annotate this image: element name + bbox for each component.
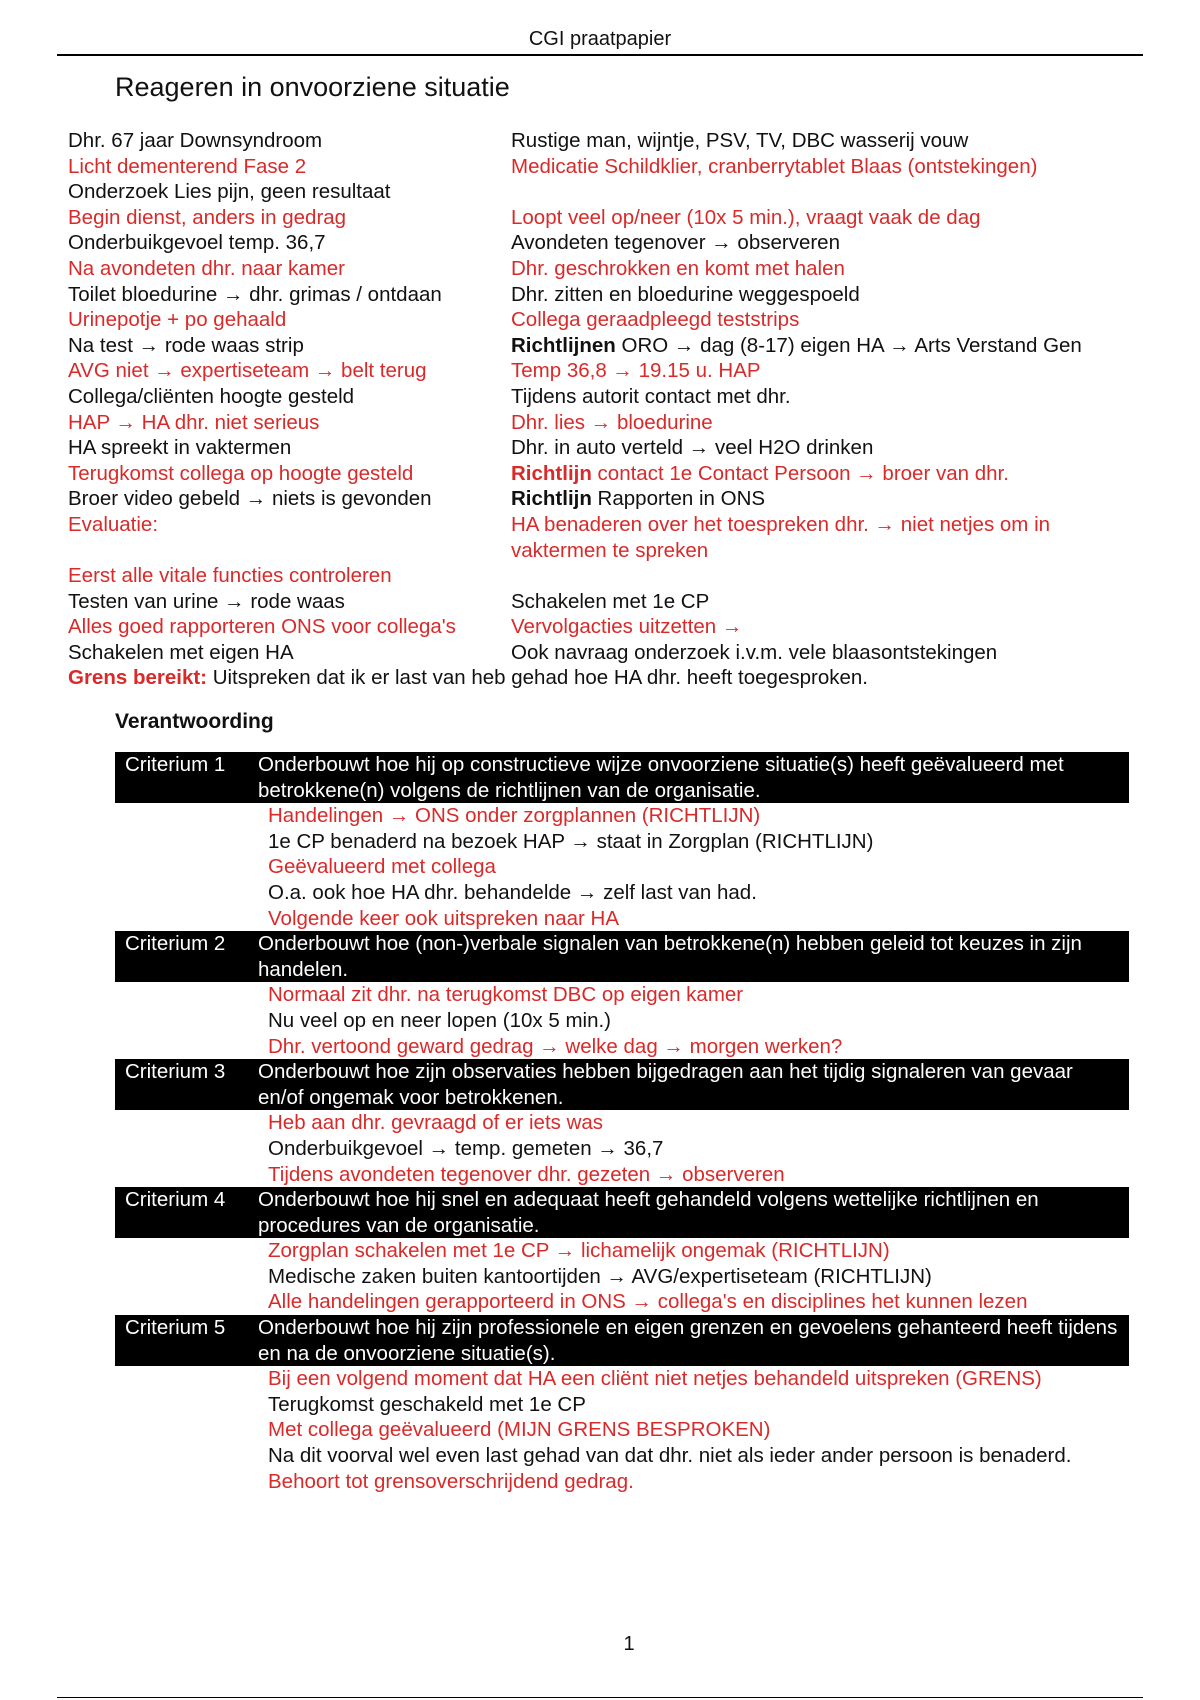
page-number: 1: [623, 1633, 635, 1655]
criterium-notes: [115, 1366, 1129, 1494]
notes-left-cell: [68, 358, 511, 384]
criterium-note: 1e CP benaderd na bezoek HAP → staat in Zorgplan (RICHTLIJN): [268, 829, 874, 853]
notes-left-cell: [68, 205, 511, 231]
notes-text: Na test → rode waas strip: [68, 333, 304, 357]
notes-text: Schakelen met eigen HA: [68, 640, 294, 664]
criterium-note: Zorgplan schakelen met 1e CP → lichamelijk ongemak (RICHTLIJN): [268, 1239, 890, 1263]
notes-row: [68, 358, 1148, 384]
notes-row: [68, 435, 1148, 461]
criterium-description: Onderbouwt hoe hij snel en adequaat heeft gehandeld volgens wettelijke richtlijnen en procedures van de organisatie.: [258, 1188, 1039, 1237]
verantwoording-title: Verantwoording: [115, 710, 274, 733]
criterium-3: [115, 1059, 1129, 1187]
notes-text: Testen van urine → rode waas: [68, 589, 345, 613]
notes-right-cell: [511, 614, 1148, 640]
notes-left-cell: [68, 307, 511, 333]
notes-left-cell: [68, 179, 511, 205]
notes-text: contact 1e Contact Persoon → broer van dhr.: [591, 461, 1009, 485]
page-header: CGI praatpapier: [57, 28, 1143, 56]
notes-row: [68, 589, 1148, 615]
criterium-notes: [115, 1238, 1129, 1315]
notes-text: Dhr. zitten en bloedurine weggespoeld: [511, 282, 860, 306]
notes-text: Tijdens autorit contact met dhr.: [511, 384, 791, 408]
notes-bold-label: Richtlijn: [511, 461, 592, 485]
criterium-note: Alle handelingen gerapporteerd in ONS → collega's en disciplines het kunnen lezen: [268, 1290, 1028, 1314]
notes-text: Temp 36,8 → 19.15 u. HAP: [511, 359, 761, 383]
notes-left-cell: [68, 333, 511, 359]
criterium-description: Onderbouwt hoe hij zijn professionele en eigen grenzen en gevoelens gehanteerd heeft tijdens en na de onvoorziene situatie(s).: [258, 1316, 1118, 1365]
criterium-note: Normaal zit dhr. na terugkomst DBC op eigen kamer: [268, 983, 744, 1007]
notes-row: [68, 563, 1148, 589]
notes-text: Alles goed rapporteren ONS voor collega's: [68, 615, 456, 639]
criterium-note: Geëvalueerd met collega: [268, 855, 496, 879]
notes-row: [68, 256, 1148, 282]
notes-right-cell: [511, 512, 1148, 563]
situation-notes: [68, 128, 1148, 691]
notes-text: Rustige man, wijntje, PSV, TV, DBC wasserij vouw: [511, 129, 969, 152]
notes-row: [68, 230, 1148, 256]
notes-text: Onderzoek Lies pijn, geen resultaat: [68, 180, 391, 204]
criterium-header: [115, 1315, 1129, 1366]
notes-text: Onderbuikgevoel temp. 36,7: [68, 231, 326, 255]
notes-text: Dhr. geschrokken en komt met halen: [511, 256, 845, 280]
criterium-header: [115, 1059, 1129, 1110]
notes-row: [68, 307, 1148, 333]
grens-row: [68, 665, 1148, 691]
notes-right-cell: [511, 384, 1148, 410]
criterium-description: Onderbouwt hoe zijn observaties hebben bijgedragen aan het tijdig signaleren van gevaar en/of ongemak voor betrokkenen.: [258, 1060, 1073, 1109]
criterium-label: Criterium 2: [125, 932, 226, 956]
criterium-5: [115, 1315, 1129, 1494]
notes-text: Dhr. in auto verteld → veel H2O drinken: [511, 436, 874, 460]
notes-left-cell: [68, 640, 511, 666]
criterium-4: [115, 1187, 1129, 1315]
notes-text: Medicatie Schildklier, cranberrytablet Blaas (ontstekingen): [511, 154, 1038, 178]
notes-text: Urinepotje + po gehaald: [68, 308, 287, 332]
criteria-list: [115, 752, 1129, 1494]
criterium-notes: [115, 982, 1129, 1059]
notes-row: [68, 461, 1148, 487]
criterium-note: Handelingen → ONS onder zorgplannen (RICHTLIJN): [268, 804, 761, 828]
document-title: Reageren in onvoorziene situatie: [115, 72, 510, 102]
notes-text: HA spreekt in vaktermen: [68, 436, 292, 460]
notes-row: [68, 614, 1148, 640]
notes-left-cell: [68, 435, 511, 461]
criterium-note: Heb aan dhr. gevraagd of er iets was: [268, 1111, 604, 1135]
notes-right-cell: [511, 282, 1148, 308]
notes-text: Eerst alle vitale functies controleren: [68, 564, 392, 588]
notes-left-cell: [68, 589, 511, 615]
notes-left-cell: [68, 128, 511, 154]
notes-left-cell: [68, 461, 511, 487]
notes-right-cell: [511, 128, 1148, 154]
grens-text: Uitspreken dat ik er last van heb gehad hoe HA dhr. heeft toegesproken.: [207, 666, 868, 690]
notes-text: Evaluatie:: [68, 512, 159, 536]
notes-left-cell: [68, 410, 511, 436]
notes-text: HAP → HA dhr. niet serieus: [68, 410, 320, 434]
notes-left-cell: [68, 154, 511, 180]
grens-label: Grens bereikt:: [68, 666, 207, 690]
criterium-label: Criterium 1: [125, 753, 226, 776]
notes-bold-label: Richtlijn: [511, 487, 592, 511]
notes-text: HA benaderen over het toespreken dhr. → niet netjes om in vaktermen te spreken: [511, 512, 1051, 562]
notes-right-cell: [511, 205, 1148, 231]
criterium-label: Criterium 5: [125, 1316, 226, 1340]
criterium-note: Nu veel op en neer lopen (10x 5 min.): [268, 1008, 612, 1032]
notes-right-cell: [511, 358, 1148, 384]
notes-bold-label: Richtlijnen: [511, 333, 616, 357]
criterium-note: Dhr. vertoond geward gedrag → welke dag → morgen werken?: [268, 1034, 843, 1058]
notes-row: [68, 128, 1148, 154]
criterium-label: Criterium 4: [125, 1188, 226, 1212]
criterium-note: Behoort tot grensoverschrijdend gedrag.: [268, 1469, 634, 1493]
criterium-header: [115, 1187, 1129, 1238]
notes-left-cell: [68, 486, 511, 512]
notes-row: [68, 205, 1148, 231]
notes-left-cell: [68, 563, 511, 589]
notes-row: [68, 410, 1148, 436]
notes-right-cell: [511, 563, 1148, 589]
notes-right-cell: [511, 486, 1148, 512]
criterium-note: Onderbuikgevoel → temp. gemeten → 36,7: [268, 1136, 664, 1160]
notes-row: [68, 282, 1148, 308]
notes-text: Dhr. 67 jaar Downsyndroom: [68, 129, 323, 152]
criterium-notes: [115, 803, 1129, 931]
criterium-note: Na dit voorval wel even last gehad van dat dhr. niet als ieder ander persoon is benaderd.: [268, 1444, 1072, 1468]
footer-rule: [57, 1697, 1143, 1698]
criterium-2: [115, 931, 1129, 1059]
notes-left-cell: [68, 384, 511, 410]
criterium-description: Onderbouwt hoe hij op constructieve wijze onvoorziene situatie(s) heeft geëvalueerd met betrokkene(n) volgens de richtlijnen van de organisatie.: [258, 753, 1064, 802]
notes-right-cell: [511, 589, 1148, 615]
notes-text: Collega/cliënten hoogte gesteld: [68, 384, 355, 408]
notes-right-cell: [511, 307, 1148, 333]
notes-row: [68, 154, 1148, 180]
notes-right-cell: [511, 435, 1148, 461]
notes-right-cell: [511, 154, 1148, 180]
criterium-note: Terugkomst geschakeld met 1e CP: [268, 1392, 586, 1416]
criterium-note: Medische zaken buiten kantoortijden → AVG/expertiseteam (RICHTLIJN): [268, 1264, 932, 1288]
notes-row: [68, 179, 1148, 205]
notes-row: [68, 512, 1148, 563]
notes-text: Rapporten in ONS: [591, 487, 766, 511]
notes-right-cell: [511, 256, 1148, 282]
criterium-note: Bij een volgend moment dat HA een cliënt niet netjes behandeld uitspreken (GRENS): [268, 1367, 1042, 1391]
notes-row: [68, 486, 1148, 512]
notes-text: Loopt veel op/neer (10x 5 min.), vraagt vaak de dag: [511, 205, 981, 229]
criterium-header: [115, 752, 1129, 803]
criterium-note: Volgende keer ook uitspreken naar HA: [268, 906, 620, 930]
notes-text: Collega geraadpleegd teststrips: [511, 308, 800, 332]
notes-right-cell: [511, 179, 1148, 205]
criterium-notes: [115, 1110, 1129, 1187]
notes-right-cell: [511, 640, 1148, 666]
criterium-note: Met collega geëvalueerd (MIJN GRENS BESPROKEN): [268, 1418, 771, 1442]
notes-left-cell: [68, 256, 511, 282]
criterium-note: O.a. ook hoe HA dhr. behandelde → zelf last van had.: [268, 880, 757, 904]
notes-row: [68, 384, 1148, 410]
notes-text: Toilet bloedurine → dhr. grimas / ontdaan: [68, 282, 442, 306]
notes-text: AVG niet → expertiseteam → belt terug: [68, 359, 427, 383]
notes-right-cell: [511, 333, 1148, 359]
criterium-1: [115, 752, 1129, 931]
notes-text: Broer video gebeld → niets is gevonden: [68, 487, 432, 511]
notes-row: [68, 333, 1148, 359]
notes-text: Vervolgacties uitzetten →: [511, 615, 743, 639]
notes-text: ORO → dag (8-17) eigen HA → Arts Verstand Gen: [615, 333, 1082, 357]
criterium-description: Onderbouwt hoe (non-)verbale signalen van betrokkene(n) hebben geleid tot keuzes in zijn handelen.: [258, 932, 1082, 981]
notes-text: Terugkomst collega op hoogte gesteld: [68, 461, 414, 485]
notes-left-cell: [68, 512, 511, 563]
notes-left-cell: [68, 614, 511, 640]
criterium-label: Criterium 3: [125, 1060, 226, 1084]
notes-text: Dhr. lies → bloedurine: [511, 410, 713, 434]
notes-text: Ook navraag onderzoek i.v.m. vele blaasontstekingen: [511, 640, 998, 664]
notes-text: Schakelen met 1e CP: [511, 589, 710, 613]
notes-left-cell: [68, 282, 511, 308]
notes-text: Na avondeten dhr. naar kamer: [68, 256, 345, 280]
notes-right-cell: [511, 410, 1148, 436]
notes-row: [68, 640, 1148, 666]
notes-left-cell: [68, 230, 511, 256]
notes-text: Begin dienst, anders in gedrag: [68, 205, 347, 229]
notes-text: Avondeten tegenover → observeren: [511, 231, 840, 255]
criterium-header: [115, 931, 1129, 982]
notes-right-cell: [511, 461, 1148, 487]
criterium-note: Tijdens avondeten tegenover dhr. gezeten → observeren: [268, 1162, 785, 1186]
notes-text: Licht dementerend Fase 2: [68, 154, 307, 178]
notes-right-cell: [511, 230, 1148, 256]
